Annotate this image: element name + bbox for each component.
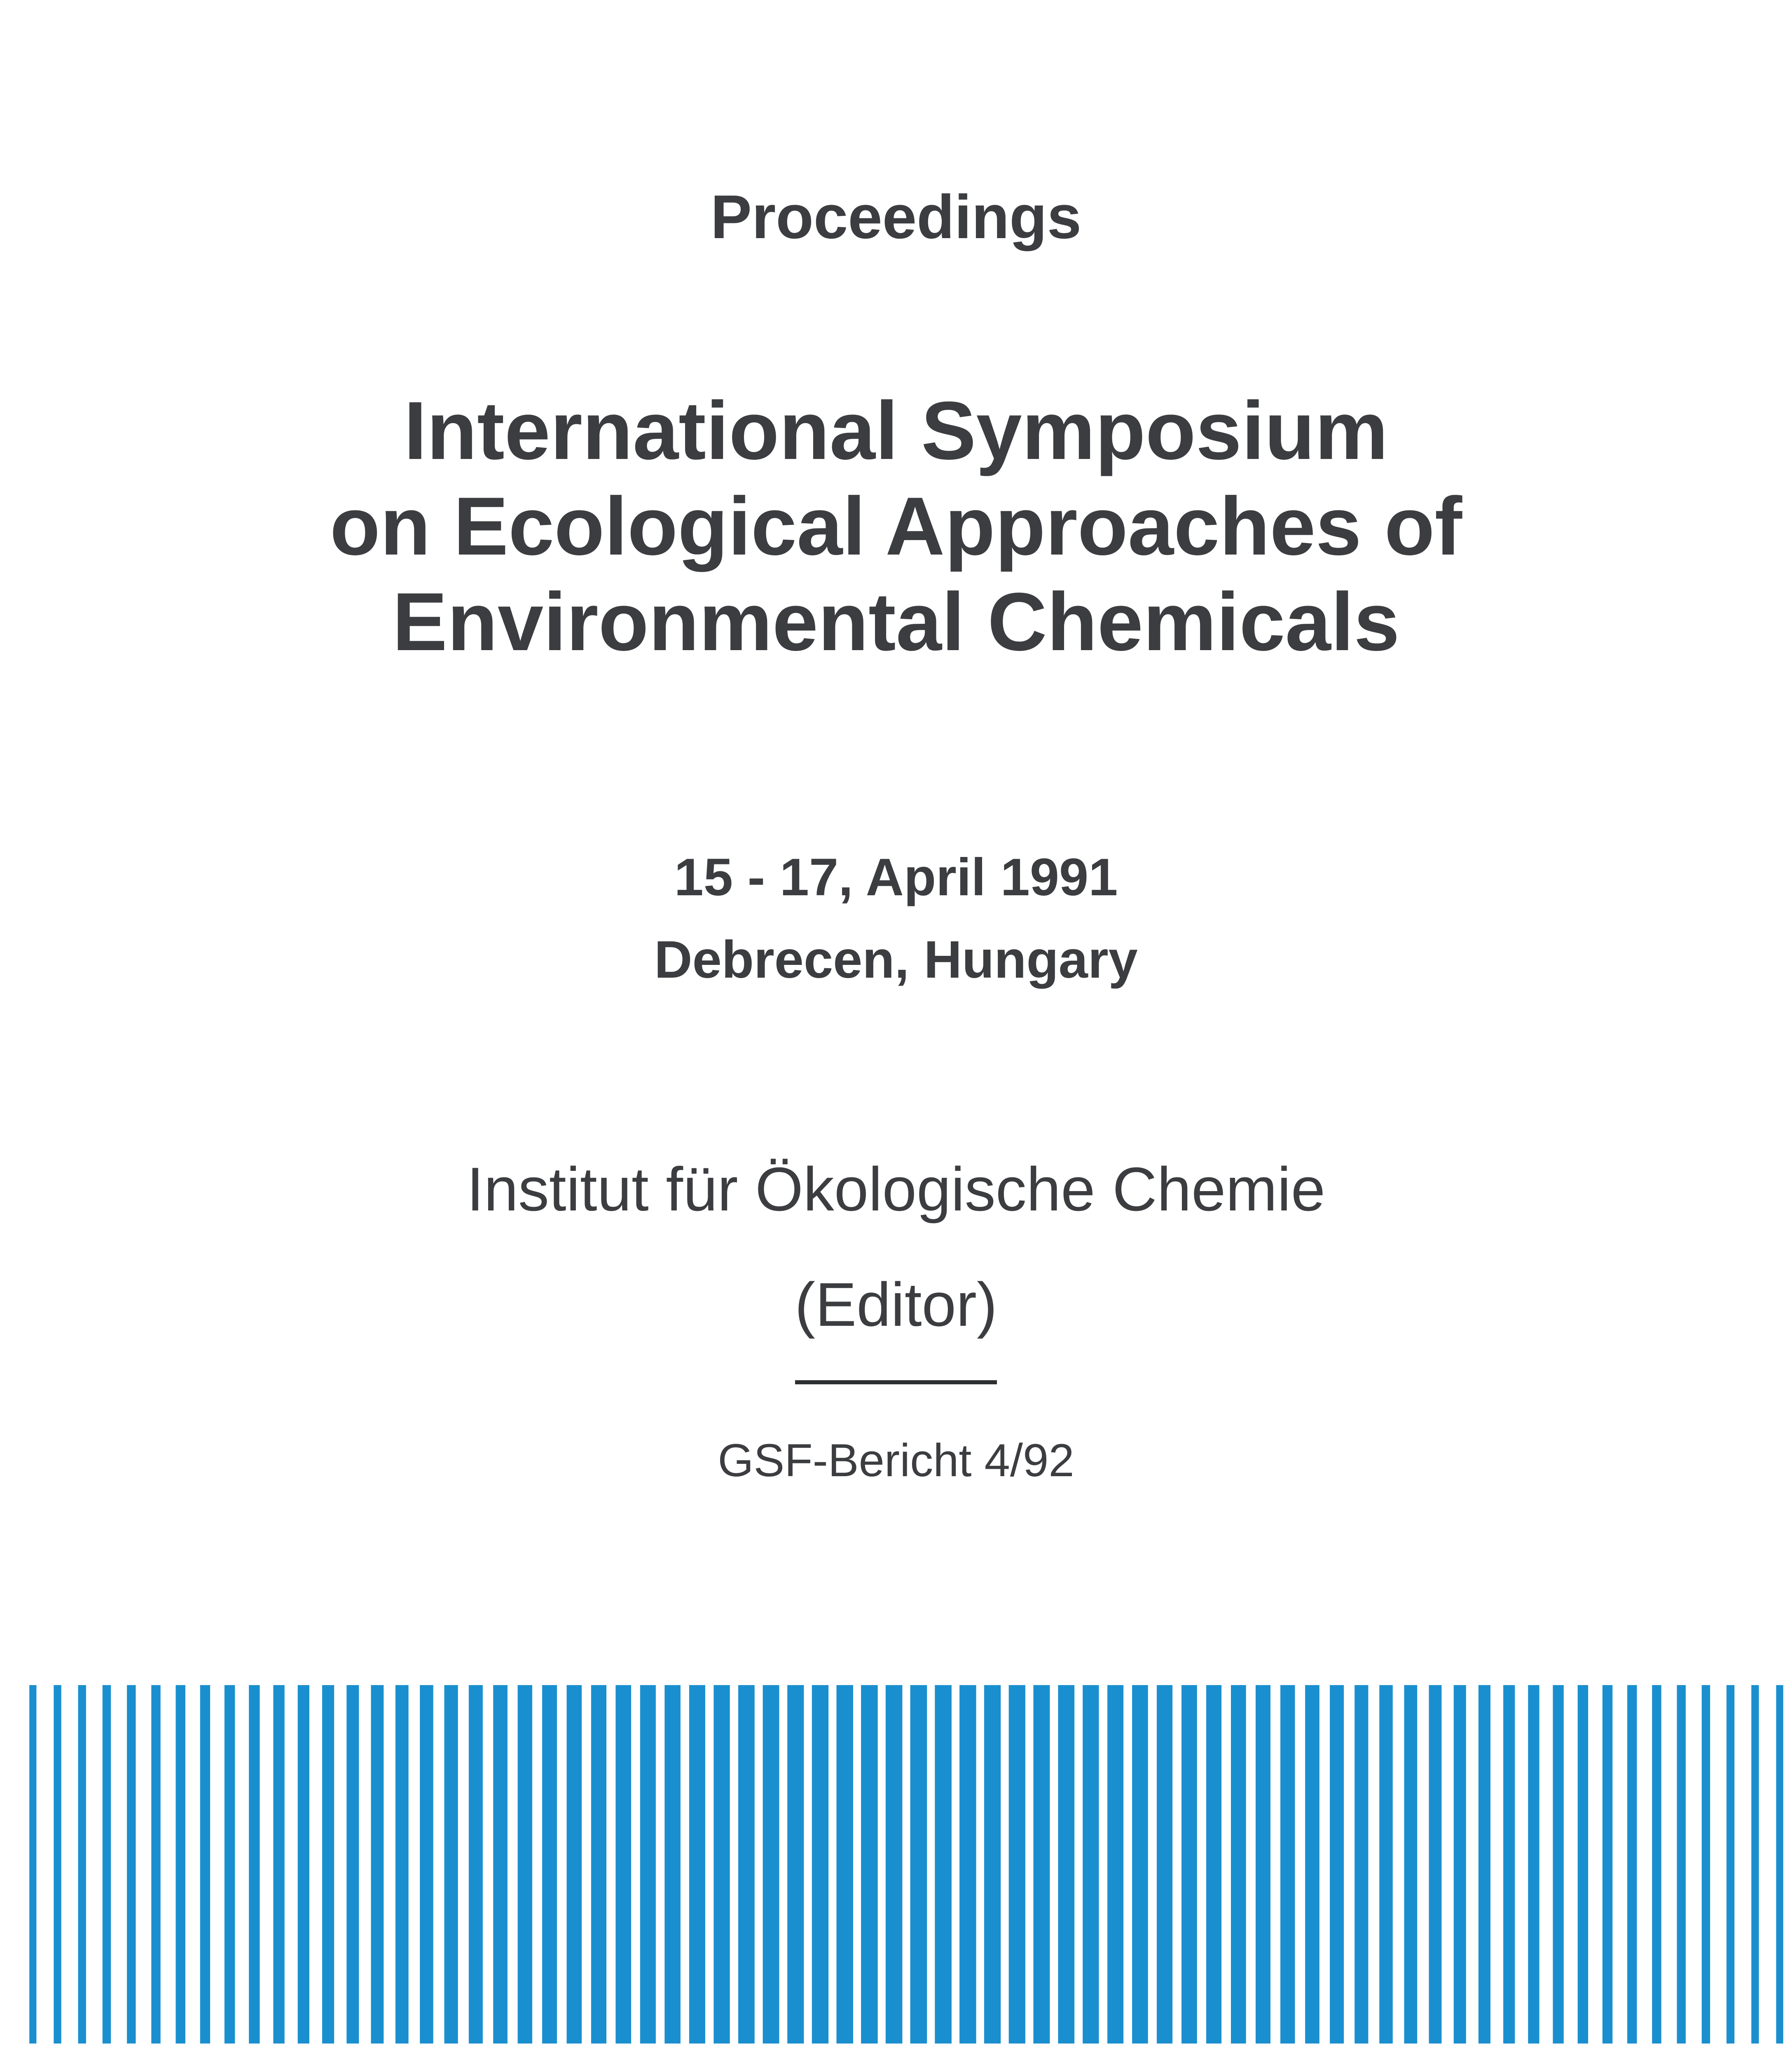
stripe-bar	[861, 1685, 878, 2044]
stripe-bar	[493, 1685, 508, 2044]
stripe-bar	[346, 1685, 359, 2044]
stripe-bar	[395, 1685, 409, 2044]
stripe-bar	[567, 1685, 582, 2044]
series-label: Proceedings	[710, 182, 1082, 251]
stripe-bar	[1578, 1685, 1588, 2044]
stripe-bar	[935, 1685, 952, 2044]
stripe-bar	[1181, 1685, 1197, 2044]
stripe-bar	[1627, 1685, 1637, 2044]
stripe-bar	[273, 1685, 284, 2044]
stripe-bar	[1107, 1685, 1123, 2044]
stripe-bar	[298, 1685, 309, 2044]
stripe-bar	[1404, 1685, 1418, 2044]
stripe-bar	[1058, 1685, 1074, 2044]
stripe-bar	[29, 1685, 36, 2044]
stripe-bar	[1479, 1685, 1490, 2044]
stripe-bar	[518, 1685, 532, 2044]
stripe-bar	[689, 1685, 705, 2044]
stripe-bar	[1677, 1685, 1686, 2044]
symposium-title	[0, 383, 1792, 670]
stripe-bar	[225, 1685, 235, 2044]
stripe-bar	[664, 1685, 681, 2044]
stripe-bar	[54, 1685, 61, 2044]
stripe-bar	[1751, 1685, 1759, 2044]
editor-name: Institut für Ökologische Chemie	[466, 1154, 1326, 1224]
title-line-3: Environmental Chemicals	[392, 576, 1400, 668]
title-line-2: on Ecological Approaches of	[330, 480, 1462, 572]
event-location: Debrecen, Hungary	[654, 930, 1138, 989]
stripe-bar	[200, 1685, 210, 2044]
stripe-bar	[371, 1685, 384, 2044]
stripe-bar	[1528, 1685, 1539, 2044]
stripe-bar	[1776, 1685, 1783, 2044]
title-line-1: International Symposium	[404, 385, 1388, 477]
report-number: GSF-Bericht 4/92	[718, 1435, 1074, 1486]
stripe-bar	[959, 1685, 976, 2044]
divider-rule	[795, 1380, 997, 1384]
stripe-bar	[322, 1685, 334, 2044]
stripe-bar	[812, 1685, 828, 2044]
stripe-bar	[1454, 1685, 1466, 2044]
stripe-bar	[1132, 1685, 1148, 2044]
stripe-bar	[1157, 1685, 1172, 2044]
stripe-bar	[1702, 1685, 1710, 2044]
stripe-bar	[1379, 1685, 1393, 2044]
event-dates: 15 - 17, April 1991	[674, 848, 1118, 907]
stripe-bar	[542, 1685, 557, 2044]
stripe-bar	[444, 1685, 458, 2044]
stripe-bar	[714, 1685, 730, 2044]
stripe-bar	[910, 1685, 927, 2044]
stripe-bar	[1231, 1685, 1246, 2044]
stripe-bar	[591, 1685, 606, 2044]
stripe-bar	[1330, 1685, 1344, 2044]
stripe-bar	[1603, 1685, 1612, 2044]
stripe-bar	[1305, 1685, 1319, 2044]
editor-role: (Editor)	[795, 1270, 997, 1339]
stripe-bar	[1034, 1685, 1050, 2044]
stripe-bar	[127, 1685, 136, 2044]
decorative-stripe-band	[21, 1685, 1792, 2044]
stripe-bar	[615, 1685, 631, 2044]
stripe-bar	[420, 1685, 433, 2044]
stripe-bar	[1652, 1685, 1661, 2044]
stripe-bar	[1553, 1685, 1564, 2044]
stripe-bar	[151, 1685, 160, 2044]
stripe-bar	[1256, 1685, 1270, 2044]
stripe-bar	[886, 1685, 903, 2044]
stripe-bar	[1083, 1685, 1099, 2044]
stripe-bar	[1429, 1685, 1442, 2044]
stripe-bar	[837, 1685, 854, 2044]
stripe-bar	[249, 1685, 260, 2044]
stripe-bar	[1726, 1685, 1734, 2044]
stripe-bar	[1503, 1685, 1515, 2044]
event-info	[0, 836, 1792, 1001]
stripe-bar	[469, 1685, 483, 2044]
stripe-bar	[78, 1685, 86, 2044]
stripe-bar	[1009, 1685, 1025, 2044]
stripe-bar	[763, 1685, 779, 2044]
stripe-bar	[640, 1685, 656, 2044]
stripe-bar	[984, 1685, 1001, 2044]
stripe-bar	[1355, 1685, 1368, 2044]
stripe-bar	[738, 1685, 755, 2044]
stripe-bar	[1206, 1685, 1221, 2044]
stripe-bar	[787, 1685, 804, 2044]
stripe-bar	[103, 1685, 111, 2044]
stripe-bar	[1280, 1685, 1295, 2044]
stripe-bar	[176, 1685, 185, 2044]
